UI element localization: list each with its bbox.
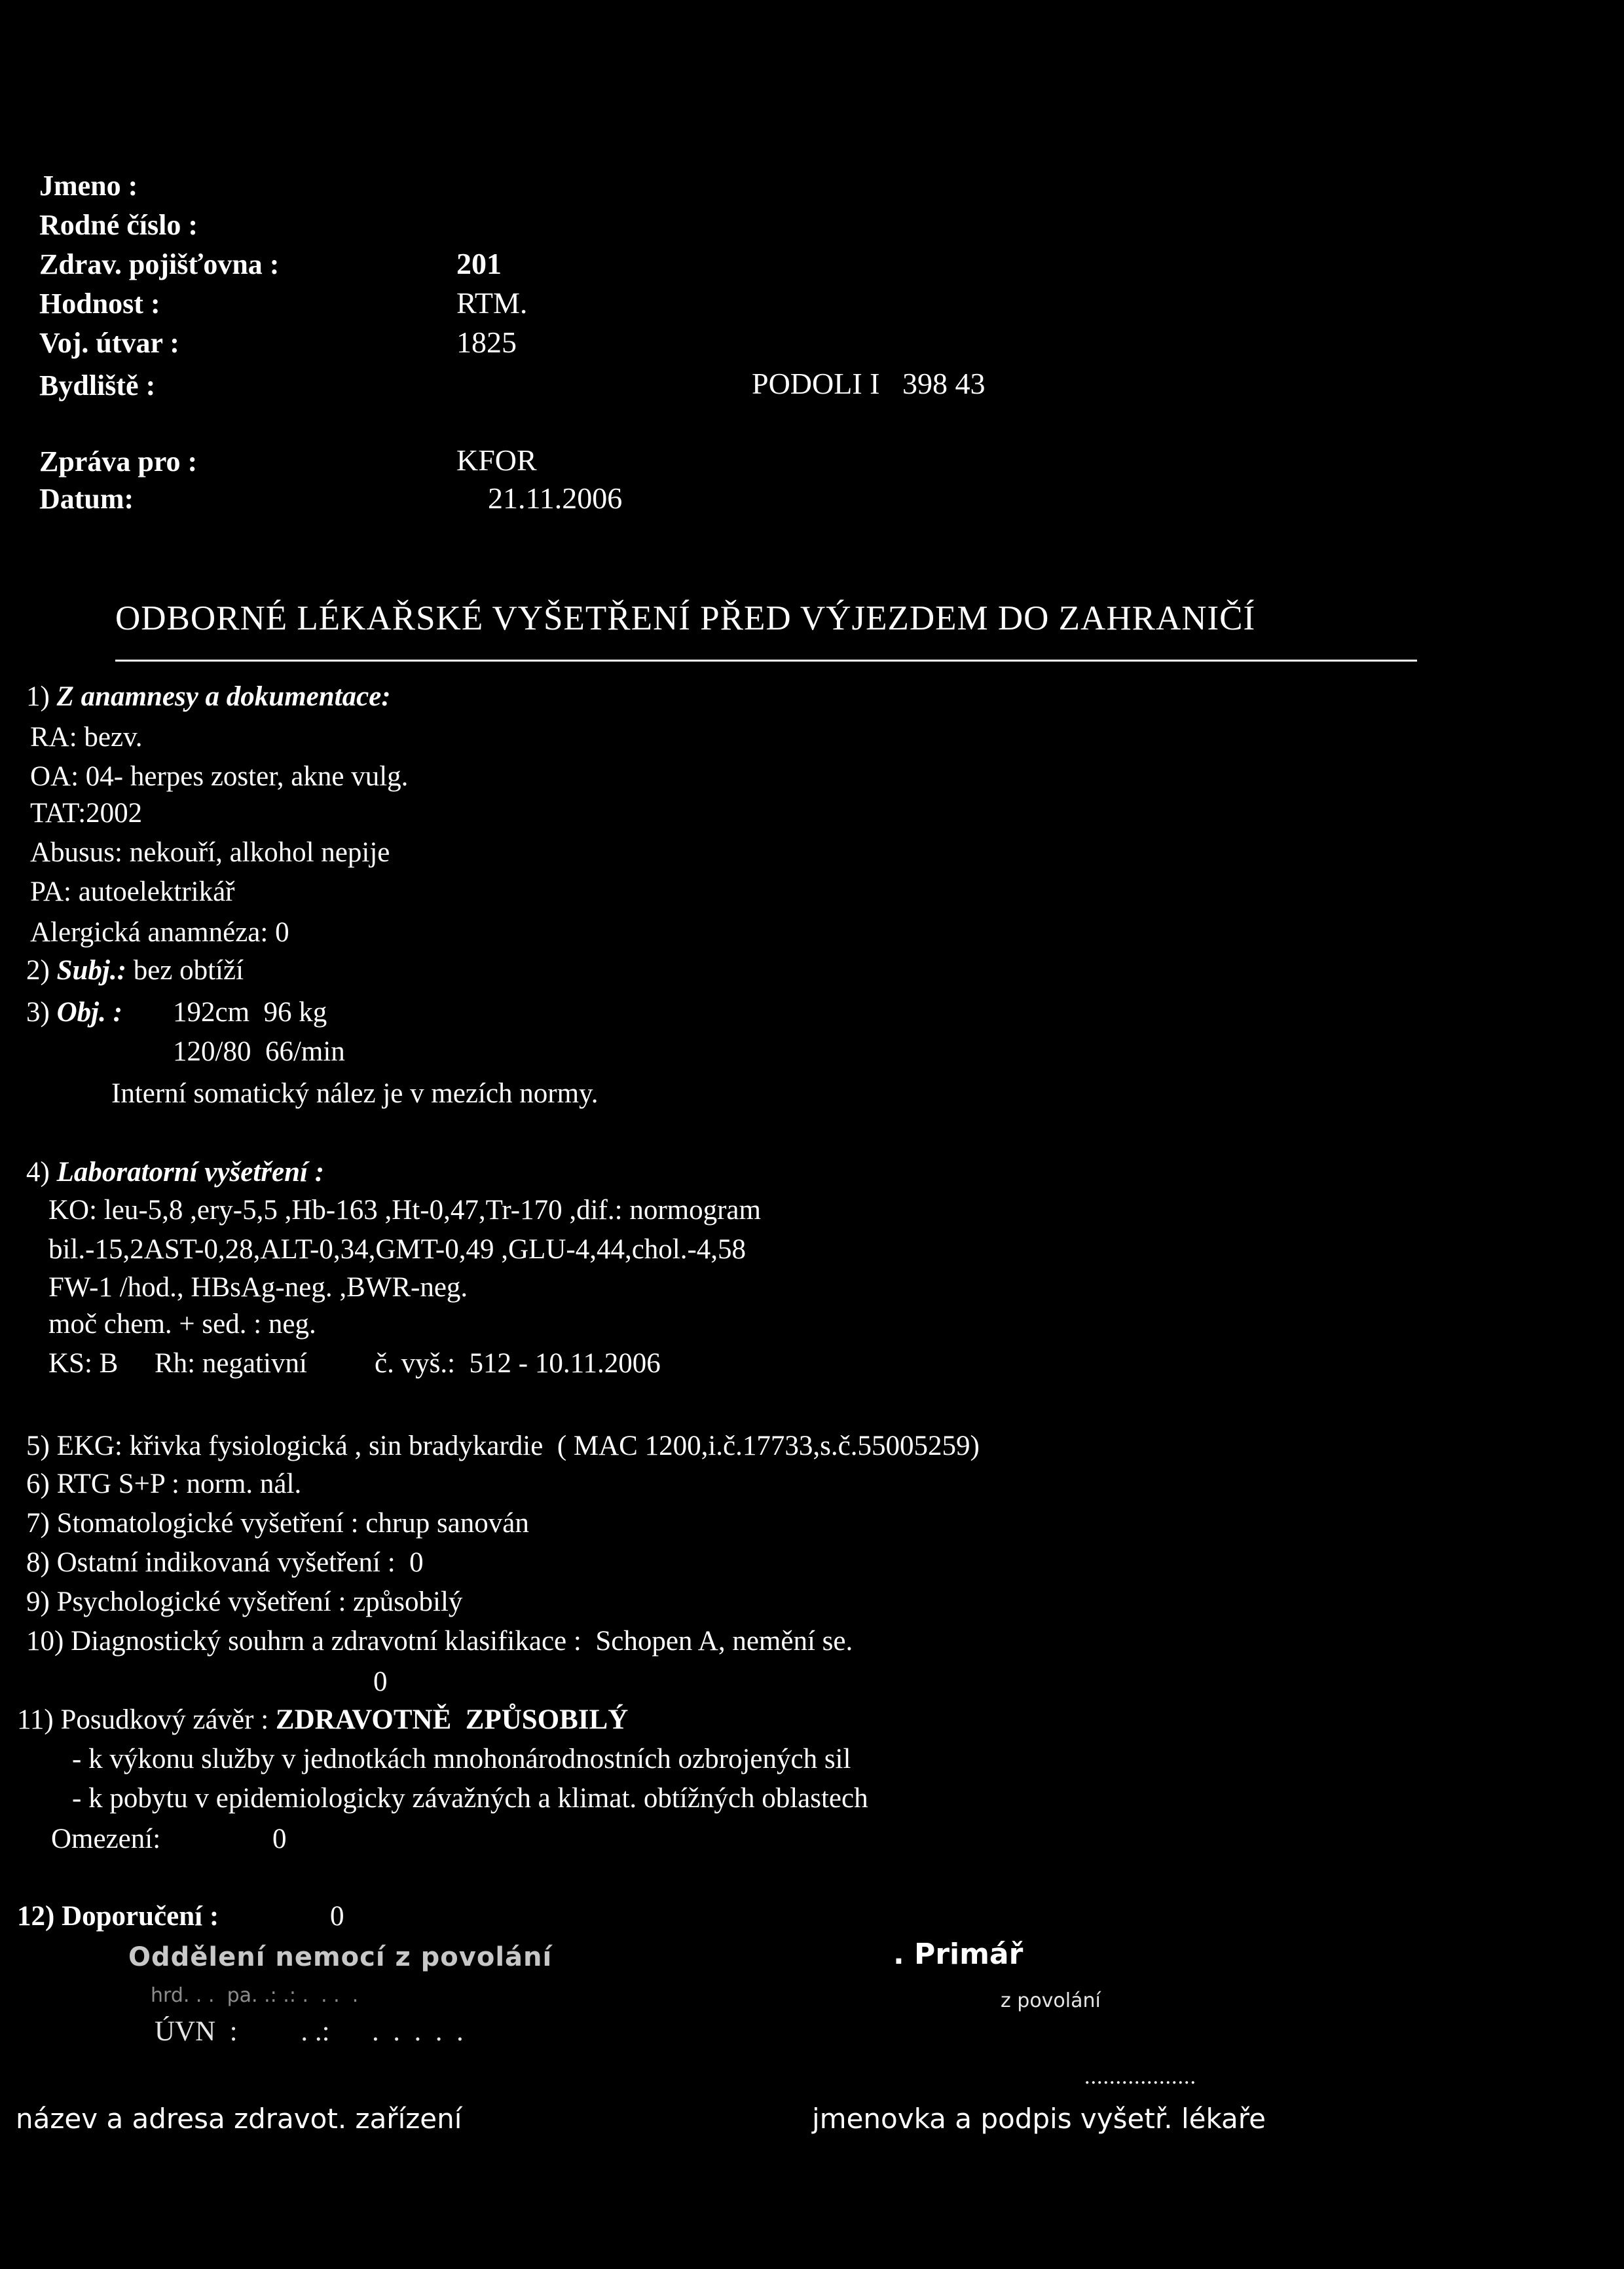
anamnesis-line: PA: autoelektrikář — [30, 876, 235, 907]
section-4 — [26, 1158, 324, 1186]
anamnesis-line: Alergická anamnéza: 0 — [30, 917, 289, 948]
anamnesis-line: Abusus: nekouří, alkohol nepije — [30, 837, 390, 868]
rank-label: Hodnost : — [39, 288, 160, 320]
section-1-heading: Z anamnesy a dokumentace: — [56, 681, 391, 712]
head-physician-stamp-sub: z povolání — [1001, 1989, 1101, 2012]
report-for-label: Zpráva pro : — [39, 445, 198, 478]
name-label: Jmeno : — [39, 170, 138, 202]
rh-factor: Rh: negativní — [155, 1348, 307, 1379]
department-stamp-line: hrd. . . pa. .: .: . . . . — [151, 1984, 359, 2007]
section-2-heading: Subj.: — [56, 955, 126, 986]
section-4-number: 4) — [26, 1157, 50, 1188]
date-value: 21.11.2006 — [488, 481, 623, 515]
residence-value: PODOLI I 398 43 — [752, 367, 986, 400]
insurance-label: Zdrav. pojišťovna : — [39, 248, 280, 280]
psychology-line: 9) Psychologické vyšetření : způsobilý — [26, 1586, 463, 1617]
height-weight: 192cm 96 kg — [173, 997, 327, 1028]
conclusion-line: - k výkonu služby v jednotkách mnohonárodnostních ozbrojených sil — [72, 1744, 851, 1774]
section-1 — [26, 683, 391, 711]
department-stamp-line: Oddělení nemocí z povolání — [128, 1942, 553, 1972]
anamnesis-line: RA: bezv. — [30, 722, 143, 753]
title-underline — [115, 660, 1417, 662]
other-exams-line: 8) Ostatní indikovaná vyšetření : 0 — [26, 1547, 424, 1578]
signature-dots: .................. — [1084, 2065, 1196, 2089]
limitation-label: Omezení: — [51, 1824, 161, 1854]
lab-line: KO: leu-5,8 ,ery-5,5 ,Hb-163 ,Ht-0,47,Tr-170 ,dif.: normogram — [48, 1195, 761, 1226]
section-2-text: bez obtíží — [133, 955, 244, 986]
section-11 — [17, 1706, 628, 1734]
doctor-signature-caption: jmenovka a podpis vyšetř. lékaře — [812, 2103, 1266, 2135]
zero-line: 0 — [373, 1666, 388, 1697]
department-stamp-line: ÚVN : . .: . . . . . — [155, 2016, 464, 2047]
section-3-heading-line — [26, 998, 122, 1026]
unit-label: Voj. útvar : — [39, 327, 179, 359]
exam-number: č. vyš.: 512 - 10.11.2006 — [375, 1348, 661, 1379]
conclusion-line: - k pobytu v epidemiologicky závažných a klimat. obtížných oblastech — [72, 1783, 868, 1814]
section-2-number: 2) — [26, 955, 50, 986]
section-2 — [26, 956, 244, 984]
ekg-line: 5) EKG: křivka fysiologická , sin bradykardie ( MAC 1200,i.č.17733,s.č.55005259) — [26, 1431, 980, 1461]
rank-value: RTM. — [456, 286, 528, 320]
section-3-heading: Obj. : — [56, 997, 122, 1028]
unit-value: 1825 — [456, 326, 517, 359]
anamnesis-line: TAT:2002 — [30, 798, 143, 829]
lab-line: FW-1 /hod., HBsAg-neg. ,BWR-neg. — [48, 1272, 468, 1303]
somatic-finding: Interní somatický nález je v mezích normy. — [111, 1078, 599, 1109]
recommendation-value: 0 — [330, 1901, 344, 1932]
conclusion-verdict: ZDRAVOTNĚ ZPŮSOBILÝ — [275, 1704, 629, 1735]
section-1-number: 1) — [26, 681, 50, 712]
rtg-line: 6) RTG S+P : norm. nál. — [26, 1469, 302, 1499]
residence-label: Bydliště : — [39, 369, 156, 402]
section-3-number: 3) — [26, 997, 50, 1028]
head-physician-stamp: . Primář — [893, 1938, 1024, 1971]
dental-line: 7) Stomatologické vyšetření : chrup sanován — [26, 1508, 529, 1539]
section-4-heading: Laboratorní vyšetření : — [56, 1157, 325, 1188]
lab-line: moč chem. + sed. : neg. — [48, 1309, 316, 1340]
diagnostic-summary-line: 10) Diagnostický souhrn a zdravotní klasifikace : Schopen A, nemění se. — [26, 1626, 853, 1657]
document-title: ODBORNÉ LÉKAŘSKÉ VYŠETŘENÍ PŘED VÝJEZDEM DO ZAHRANIČÍ — [115, 599, 1256, 637]
birth-number-label: Rodné číslo : — [39, 209, 198, 241]
recommendation-label: 12) Doporučení : — [17, 1901, 219, 1932]
conclusion-label: 11) Posudkový závěr : — [17, 1704, 269, 1735]
blood-pressure-pulse: 120/80 66/min — [173, 1036, 345, 1067]
anamnesis-line: OA: 04- herpes zoster, akne vulg. — [30, 761, 409, 792]
blood-group: KS: B — [48, 1348, 119, 1379]
insurance-value: 201 — [456, 247, 502, 280]
report-for-value: KFOR — [456, 443, 537, 477]
lab-line: bil.-15,2AST-0,28,ALT-0,34,GMT-0,49 ,GLU-4,44,chol.-4,58 — [48, 1234, 747, 1265]
limitation-value: 0 — [272, 1824, 287, 1854]
facility-name-caption: název a adresa zdravot. zařízení — [16, 2103, 462, 2135]
date-label: Datum: — [39, 483, 134, 515]
